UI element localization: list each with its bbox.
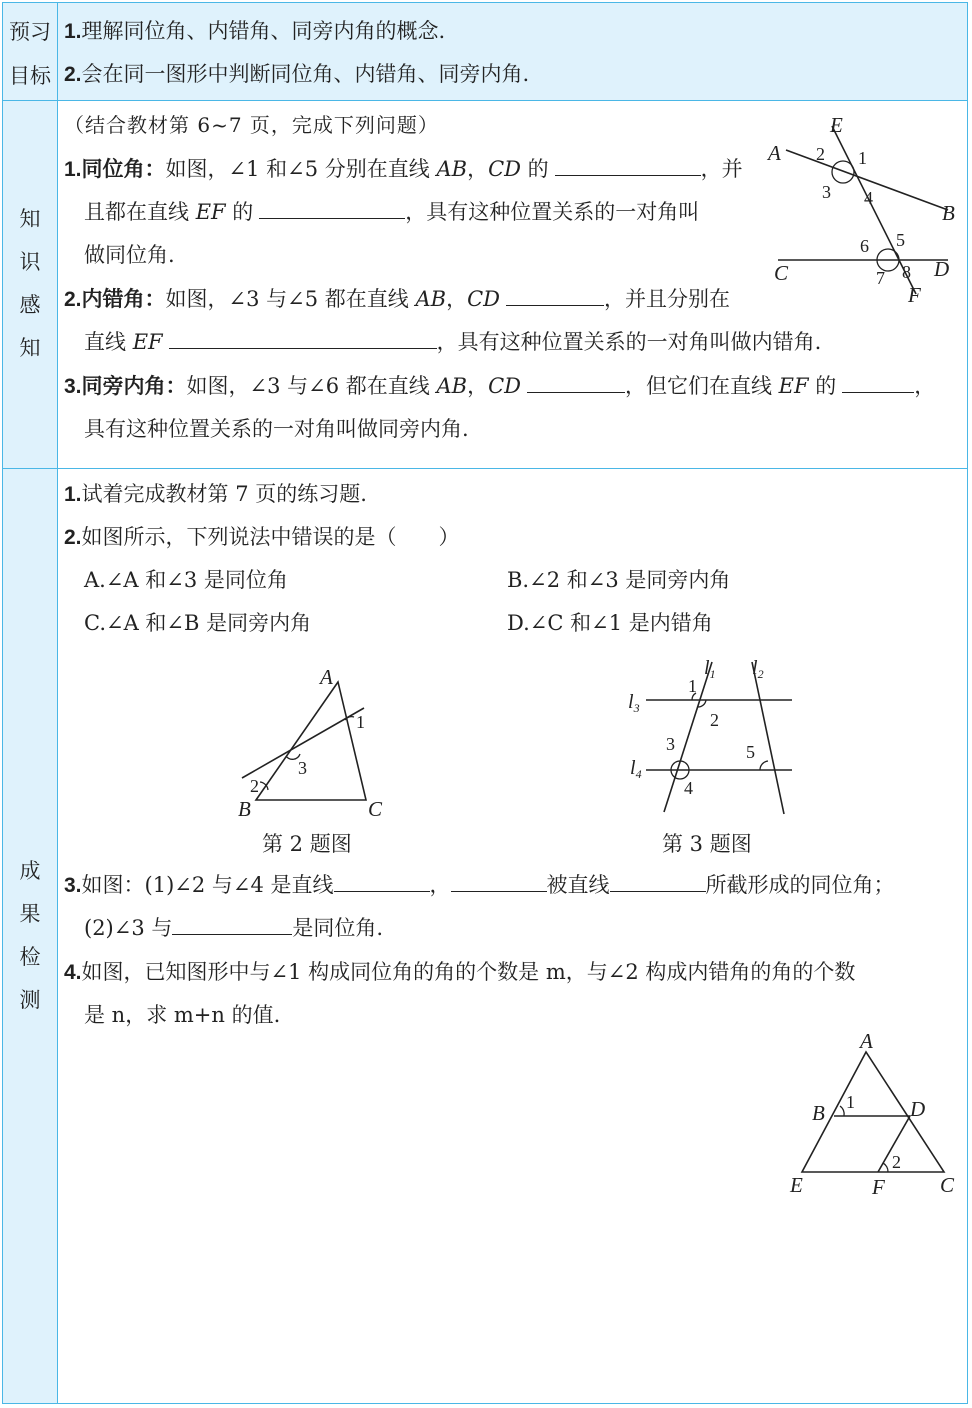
check-p3-line2: (2)∠3 与 是同位角. (84, 916, 384, 940)
answer-blank[interactable] (555, 155, 701, 176)
option-c[interactable]: C.∠A 和∠B 是同旁内角 (84, 611, 312, 635)
check-p2: 2.如图所示，下列说法中错误的是（ ） (64, 525, 460, 549)
transversal-figure (764, 112, 968, 312)
angle-2: 2 (892, 1152, 901, 1172)
angle-arc-upper (832, 161, 854, 183)
check-p4-line1: 4.如图，已知图形中与∠1 构成同位角的角的个数是 m，与∠2 构成内错角的角的个数 (64, 960, 856, 984)
answer-blank[interactable] (334, 871, 430, 892)
answer-blank[interactable] (610, 871, 706, 892)
angle-arc-2 (883, 1163, 888, 1172)
label-F: F (872, 1175, 885, 1199)
textbook-note: （结合教材第 6~7 页，完成下列问题） (64, 113, 439, 137)
label-l2: $l_2$ (752, 657, 764, 681)
label-A: A (768, 141, 781, 165)
answer-blank[interactable] (259, 198, 405, 219)
angle-4: 4 (684, 778, 693, 798)
label-D: D (934, 257, 950, 281)
option-b[interactable]: B.∠2 和∠3 是同旁内角 (507, 568, 731, 592)
label-C: C (368, 797, 383, 820)
problem-4-figure (782, 1028, 962, 1200)
k-q1-line1: 1.同位角：如图，∠1 和∠5 分别在直线 AB，CD 的 ，并 (64, 157, 743, 181)
label-D: D (910, 1097, 926, 1121)
label-E: E (790, 1173, 803, 1197)
goal-1: 1.理解同位角、内错角、同旁内角的概念. (64, 19, 446, 43)
angle-1: 1 (688, 676, 697, 696)
triangle-abc (256, 682, 366, 800)
angle-3: 3 (822, 182, 831, 202)
label-preview: 预习 (9, 20, 51, 44)
problem-2-figure (232, 660, 402, 820)
angle-4: 4 (864, 188, 873, 208)
k-q2-line2: 直线 EF ，具有这种位置关系的一对角叫做内错角. (84, 330, 822, 354)
check-p1: 1.试着完成教材第 7 页的练习题. (64, 482, 367, 506)
angle-5: 5 (746, 742, 755, 762)
label-check: 成 果 检 测 (19, 859, 41, 1012)
label-l3: $l_3$ (628, 691, 640, 715)
angle-arc-5 (760, 761, 768, 770)
answer-blank[interactable] (527, 372, 625, 393)
angle-1: 1 (846, 1092, 855, 1112)
goal-2: 2.会在同一图形中判断同位角、内错角、同旁内角. (64, 62, 530, 86)
angle-2: 2 (710, 710, 719, 730)
problem-3-figure (620, 650, 800, 822)
label-C: C (940, 1173, 955, 1197)
label-l4: $l_4$ (630, 757, 642, 781)
answer-blank[interactable] (172, 914, 292, 935)
k-q2-line1: 2.内错角：如图，∠3 与∠5 都在直线 AB，CD ，并且分别在 (64, 287, 730, 311)
answer-blank[interactable] (842, 372, 914, 393)
angle-8: 8 (902, 262, 911, 282)
line-l2 (752, 662, 784, 814)
angle-3: 3 (298, 758, 307, 778)
label-B: B (238, 797, 251, 820)
angle-2: 2 (250, 776, 259, 796)
figure-3-caption: 第 3 题图 (662, 832, 752, 856)
check-p4-line2: 是 n，求 m+n 的值. (84, 1003, 281, 1027)
label-B: B (812, 1101, 825, 1125)
k-q1-line3: 做同位角. (84, 243, 175, 267)
angle-arc-1 (840, 1106, 844, 1116)
option-a[interactable]: A.∠A 和∠3 是同位角 (84, 568, 288, 592)
label-E: E (830, 113, 843, 137)
label-C: C (774, 261, 789, 285)
answer-blank[interactable] (506, 285, 604, 306)
answer-blank[interactable] (451, 871, 547, 892)
angle-2: 2 (816, 144, 825, 164)
label-l1: $l_1$ (704, 657, 716, 681)
k-q3-line1: 3.同旁内角：如图，∠3 与∠6 都在直线 AB，CD ，但它们在直线 EF 的 ， (64, 374, 936, 398)
label-F: F (908, 283, 921, 307)
k-q1-line2: 且都在直线 EF 的 ，具有这种位置关系的一对角叫 (84, 200, 700, 224)
angle-3: 3 (666, 734, 675, 754)
angle-7: 7 (876, 268, 885, 288)
label-knowledge: 知 识 感 知 (19, 207, 41, 360)
angle-1: 1 (858, 148, 867, 168)
angle-1: 1 (356, 712, 365, 732)
angle-6: 6 (860, 236, 869, 256)
answer-blank[interactable] (169, 328, 437, 349)
label-B: B (942, 201, 955, 225)
option-d[interactable]: D.∠C 和∠1 是内错角 (507, 611, 713, 635)
k-q3-line2: 具有这种位置关系的一对角叫做同旁内角. (84, 417, 469, 441)
figure-2-caption: 第 2 题图 (262, 832, 352, 856)
label-goal: 目标 (9, 64, 51, 88)
angle-5: 5 (896, 230, 905, 250)
check-p3-line1: 3.如图：(1)∠2 与∠4 是直线 ， 被直线 所截形成的同位角； (64, 873, 895, 897)
label-A: A (320, 665, 333, 689)
label-A: A (860, 1029, 873, 1053)
